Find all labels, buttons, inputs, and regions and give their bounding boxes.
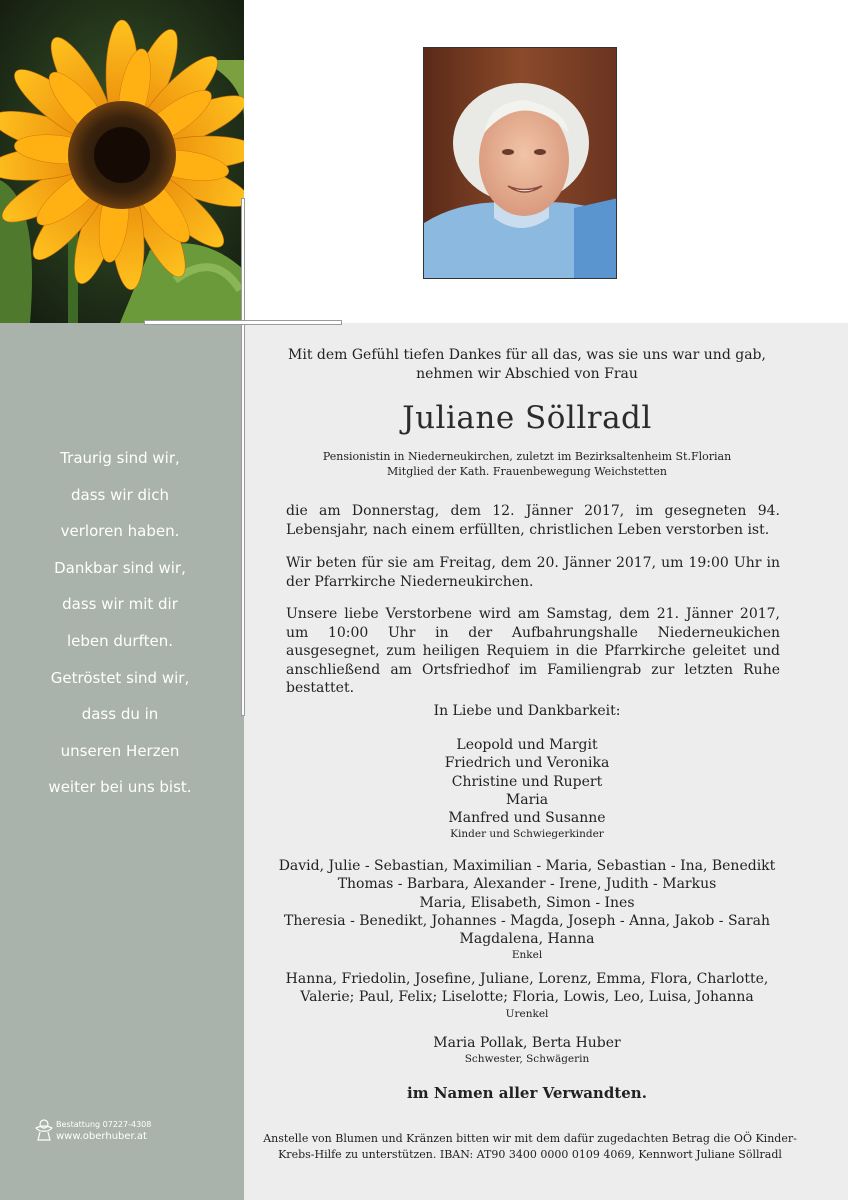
- donation-note: [262, 1131, 798, 1163]
- children-name: Leopold und Margit: [456, 737, 598, 753]
- closing-phrase: In Liebe und Dankbarkeit:: [433, 703, 621, 719]
- poem-line: dass du in: [81, 705, 159, 724]
- grandchildren-line: David, Julie - Sebastian, Maximilian - Maria, Sebastian - Ina, Benedikt: [278, 858, 776, 874]
- logo-website: www.oberhuber.at: [56, 1131, 147, 1142]
- children-name: Friedrich und Veronika: [444, 755, 610, 772]
- grandchildren-line: Thomas - Barbara, Alexander - Irene, Judith - Markus: [337, 876, 717, 893]
- poem-line: Dankbar sind wir,: [54, 558, 186, 577]
- angel-icon: [34, 1118, 54, 1142]
- siblings-label: Schwester, Schwägerin: [464, 1053, 590, 1066]
- poem: [0, 440, 240, 806]
- intro-line: nehmen wir Abschied von Frau: [416, 366, 638, 382]
- funeral-paragraph: Unsere liebe Verstorbene wird am Samstag, dem 21. Jänner 2017, um 10:00 Uhr in der Aufbahrungshalle Niederneukichen ausgesegnet, zum heiligen Requiem in die Pfarrkirche geleitet und anschließend am Ortsfriedhof im Familiengrab zur letzten Ruhe bestattet.: [286, 606, 780, 696]
- great-grandchildren-label: Urenkel: [505, 1007, 549, 1020]
- poem-line: weiter bei uns bist.: [48, 778, 192, 797]
- children-name: Maria: [505, 791, 549, 808]
- poem-line: verloren haben.: [60, 522, 180, 541]
- great-grandchildren-list: [262, 970, 792, 1022]
- intro-text: [262, 346, 792, 384]
- children-label: Kinder und Schwiegerkinder: [450, 828, 604, 841]
- prayer-paragraph: Wir beten für sie am Freitag, dem 20. Jänner 2017, um 19:00 Uhr in der Pfarrkirche Niederneukirchen.: [286, 555, 780, 590]
- funeral-home-logo: [34, 1118, 174, 1146]
- poem-line: leben durften.: [66, 631, 174, 650]
- poem-line: Getröstet sind wir,: [50, 668, 190, 687]
- great-grandchildren-line: Hanna, Friedolin, Josefine, Juliane, Lorenz, Emma, Flora, Charlotte,: [285, 971, 769, 987]
- donation-line: Anstelle von Blumen und Kränzen bitten wir mit dem dafür zugedachten Betrag die OÖ Kinder-: [263, 1132, 797, 1145]
- grandchildren-line: Maria, Elisabeth, Simon - Ines: [419, 894, 635, 911]
- death-notice-paragraph: die am Donnerstag, dem 12. Jänner 2017, im gesegneten 94. Lebensjahr, nach einem erfüllten, christlichen Leben verstorben ist.: [286, 503, 780, 538]
- grandchildren-line: Theresia - Benedikt, Johannes - Magda, Joseph - Anna, Jakob - Sarah: [284, 912, 770, 929]
- great-grandchildren-line: Valerie; Paul, Felix; Liselotte; Floria, Lowis, Leo, Luisa, Johanna: [300, 989, 754, 1006]
- children-name: Manfred und Susanne: [448, 810, 606, 827]
- children-name: Christine und Rupert: [451, 773, 603, 790]
- siblings-line: Maria Pollak, Berta Huber: [433, 1035, 621, 1051]
- description-line: Mitglied der Kath. Frauenbewegung Weichstetten: [387, 465, 667, 478]
- description-line: Pensionistin in Niederneukirchen, zuletzt im Bezirksaltenheim St.Florian: [322, 450, 732, 463]
- deceased-name: Juliane Söllradl: [402, 400, 652, 436]
- logo-phone: Bestattung 07227-4308: [56, 1120, 152, 1129]
- sunflower-image: [0, 0, 244, 323]
- grandchildren-label: Enkel: [511, 949, 543, 962]
- poem-line: Traurig sind wir,: [60, 449, 180, 467]
- intro-line: Mit dem Gefühl tiefen Dankes für all das, was sie uns war und gab,: [288, 347, 766, 363]
- grandchildren-line: Magdalena, Hanna: [459, 931, 595, 948]
- children-list: [262, 736, 792, 842]
- deceased-description: [262, 449, 792, 479]
- poem-line: dass wir dich: [71, 485, 169, 504]
- donation-line: Krebs-Hilfe zu unterstützen. IBAN: AT90 3400 0000 0109 4069, Kennwort Juliane Söllradl: [278, 1148, 782, 1161]
- portrait-photo: [423, 47, 617, 279]
- siblings-list: [262, 1034, 792, 1067]
- poem-line: dass wir mit dir: [62, 595, 178, 614]
- poem-line: unseren Herzen: [60, 741, 180, 760]
- cross-horizontal-bar: [144, 320, 342, 325]
- cross-vertical-bar: [241, 198, 245, 716]
- relatives-line: im Namen aller Verwandten.: [407, 1084, 647, 1102]
- grandchildren-list: [262, 857, 792, 963]
